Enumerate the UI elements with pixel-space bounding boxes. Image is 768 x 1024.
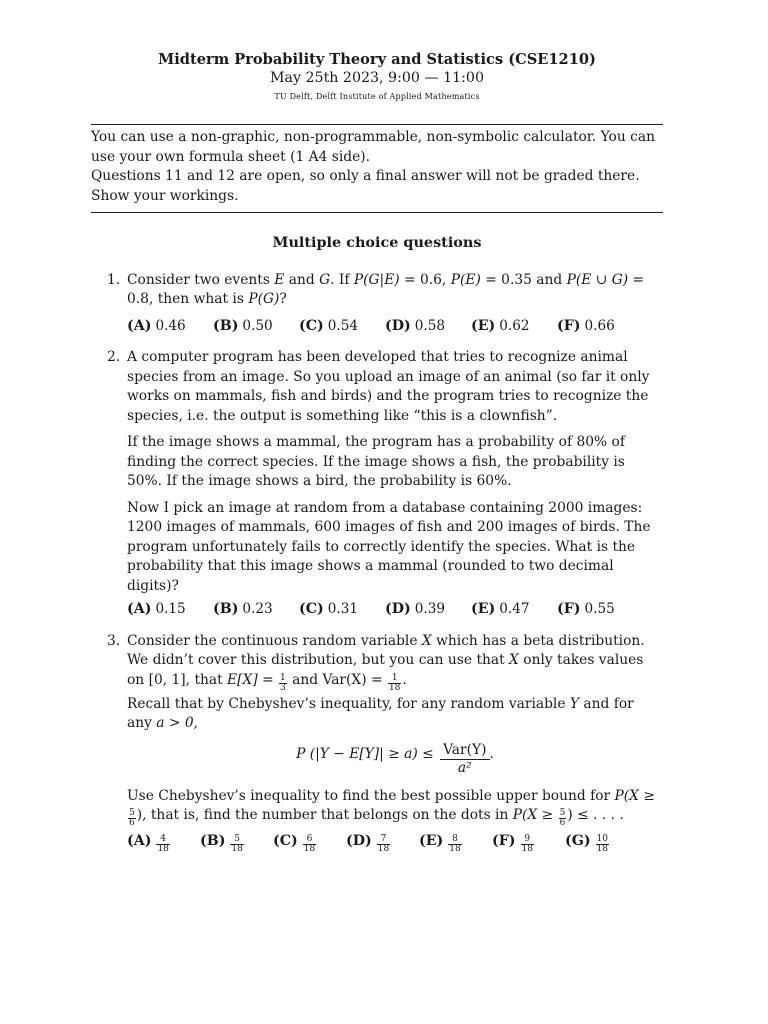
question-paragraph-1: A computer program has been developed that tries to recognize animal species from an image. So you upload an image of an animal (so far it only works on mammals, fish and birds) and the program tries to recognize the species, i.e. the output is something like “this is a clownfish”. <box>127 349 650 424</box>
option-f[interactable]: (F) $\frac{9}{18}$ <box>492 833 533 854</box>
text-segment: and for any <box>127 695 634 731</box>
instructions-box <box>91 128 663 206</box>
math-expr: P(X ≥ <box>512 807 554 823</box>
math-expr: E <box>274 271 285 288</box>
question-3 <box>91 632 663 855</box>
institution: TU Delft, Delft Institute of Applied Mathematics <box>274 92 480 101</box>
text-segment: = 0.6, <box>404 271 447 288</box>
formula-lhs: P (|Y − E[Y]| ≥ a) ≤ <box>296 745 434 762</box>
text-segment: only takes values on [0, 1], that <box>127 652 644 688</box>
exam-page <box>91 50 663 864</box>
math-expr: P(E ∪ G) <box>566 271 629 288</box>
text-segment: and <box>288 271 315 288</box>
math-expr: P(G|E) <box>353 271 400 288</box>
question-paragraph-2: If the image shows a mammal, the program has a probability of 80% of finding the correct species. If the image shows a fish, the probability is 50%. If the image shows a bird, the probability is 60%. <box>127 434 625 489</box>
question-2 <box>91 348 663 620</box>
option-f[interactable]: (F) 0.66 <box>557 317 615 334</box>
math-expr: a > 0, <box>156 715 199 731</box>
option-e[interactable]: (E) 0.62 <box>471 317 530 334</box>
fraction-one-third: $\frac{1}{3}$ <box>280 672 286 693</box>
text-segment: Consider the continuous random variable <box>127 632 418 649</box>
fraction-five-sixths: $\frac{5}{6}$ <box>129 808 135 828</box>
question-paragraph-1: Consider the continuous random variable X which has a beta distribution. We didn’t cover this distribution, but you can use that X only takes values on [0, 1], that E[X] = $\frac{1}{3}$ and Var(X) = $\frac{1}{18}$ . <box>127 632 645 693</box>
math-expr: X <box>421 632 432 649</box>
question-paragraph-3: Now I pick an image at random from a database containing 2000 images: 1200 images of mammals, 600 images of fish and 200 images of birds. The program unfortunately fails to correctly identify the species. What is the probability that this image shows a mammal (rounded to two decimal digits)? <box>127 499 651 594</box>
option-b[interactable]: (B) $\frac{5}{18}$ <box>200 833 243 854</box>
option-d[interactable]: (D) 0.58 <box>385 317 446 334</box>
math-expr: P(X ≥ <box>614 787 655 804</box>
fraction-five-sixths: $\frac{5}{6}$ <box>559 808 566 828</box>
option-a[interactable]: (A) 0.15 <box>127 601 186 617</box>
math-expr: P(G) <box>248 291 280 307</box>
text-segment: which has a beta distribution. We didn’t cover this distribution, but you can use that <box>127 632 645 668</box>
answer-options <box>127 317 663 337</box>
text-segment: Consider two events <box>127 271 270 288</box>
math-expr: P(E) <box>450 271 481 288</box>
divider-top <box>91 124 663 125</box>
math-expr: G <box>319 271 331 288</box>
text-segment: ) ≤ . . . . <box>567 807 624 823</box>
text-segment: . If <box>330 271 350 288</box>
section-title: Multiple choice questions <box>272 234 482 251</box>
option-c[interactable]: (C) 0.31 <box>299 601 358 617</box>
text-segment: Recall that by Chebyshev’s inequality, for any random variable <box>127 695 566 712</box>
divider-bottom <box>91 212 663 213</box>
question-1 <box>91 271 663 337</box>
instructions-line-2: Questions 11 and 12 are open, so only a final answer will not be graded there. Show your workings. <box>91 168 640 204</box>
option-g[interactable]: (G) $\frac{10}{18}$ <box>565 833 608 854</box>
option-d[interactable]: (D) 0.39 <box>385 601 446 617</box>
text-segment: Use Chebyshev’s inequality to find the best possible upper bound for <box>127 787 611 804</box>
exam-date: May 25th 2023, 9:00 — 11:00 <box>270 70 484 86</box>
exam-title: Midterm Probability Theory and Statistics (CSE1210) <box>158 51 596 68</box>
option-d[interactable]: (D) $\frac{7}{18}$ <box>346 833 390 854</box>
text-segment: ), that is, find the number that belongs on the dots in <box>136 807 509 823</box>
option-f[interactable]: (F) 0.55 <box>557 601 615 617</box>
text-segment: = 0.8, then what is <box>127 271 645 307</box>
math-expr: X <box>509 652 519 668</box>
answer-options <box>127 600 663 620</box>
question-number: 2. <box>107 349 121 365</box>
question-paragraph-2 <box>127 695 663 734</box>
option-c[interactable]: (C) $\frac{6}{18}$ <box>273 833 316 854</box>
option-e[interactable]: (E) $\frac{8}{18}$ <box>419 833 461 854</box>
question-text <box>127 271 663 310</box>
chebyshev-formula: P (|Y − E[Y]| ≥ a) ≤ Var(Y) a² . <box>296 741 494 776</box>
fraction-one-eighteenth: $\frac{1}{18}$ <box>388 672 401 693</box>
option-b[interactable]: (B) 0.50 <box>213 317 273 334</box>
question-paragraph-3 <box>127 787 663 829</box>
question-number: 1. <box>107 271 121 288</box>
text-segment: and Var(X) = <box>292 671 383 688</box>
math-expr: Y <box>569 695 579 712</box>
instructions-line-1: You can use a non-graphic, non-programmable, non-symbolic calculator. You can use your own formula sheet (1 A4 side). <box>91 129 655 165</box>
option-c[interactable]: (C) 0.54 <box>299 317 358 334</box>
option-a[interactable]: (A) $\frac{4}{18}$ <box>127 833 169 854</box>
formula-fraction: Var(Y) a² <box>440 742 489 777</box>
text-segment: ? <box>279 291 287 307</box>
text-segment: = 0.35 and <box>485 271 563 288</box>
option-b[interactable]: (B) 0.23 <box>213 601 273 617</box>
math-expr: E[X] = <box>227 671 274 688</box>
option-a[interactable]: (A) 0.46 <box>127 317 186 334</box>
answer-options <box>127 832 663 854</box>
question-number: 3. <box>107 632 121 649</box>
option-e[interactable]: (E) 0.47 <box>471 601 530 617</box>
